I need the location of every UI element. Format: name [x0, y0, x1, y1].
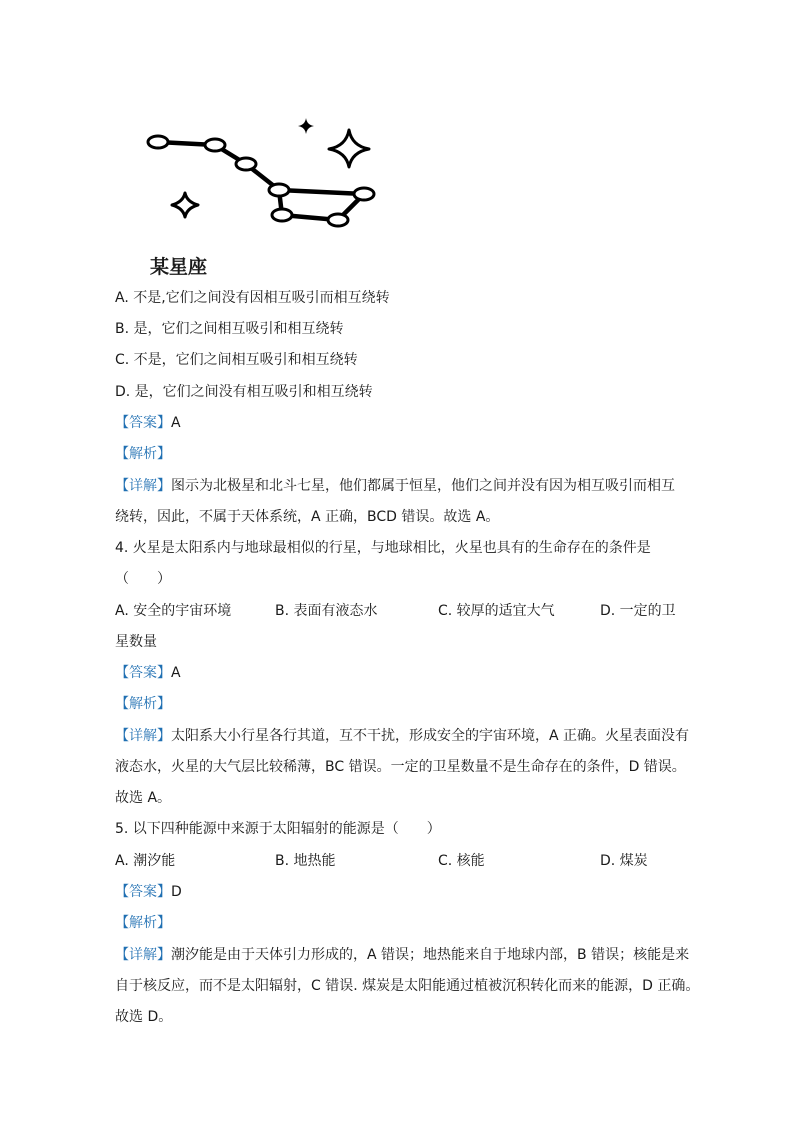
- detail-tag: 【详解】: [115, 947, 171, 963]
- constellation-link: [279, 190, 364, 194]
- q4-option-d-continued: 星数量: [115, 634, 157, 650]
- q5-detail-line-2: 自于核反应，而不是太阳辐射，C 错误. 煤炭是太阳能通过植被沉积转化而来的能源，D 正确。: [115, 978, 700, 994]
- detail-tag: 【详解】: [115, 728, 171, 744]
- q3-option-b: B. 是，它们之间相互吸引和相互绕转: [115, 321, 344, 337]
- q5-stem: 5. 以下四种能源中来源于太阳辐射的能源是（ ）: [115, 821, 441, 837]
- sparkle-star-icon: [298, 118, 314, 134]
- q5-analysis-tag: 【解析】: [115, 915, 171, 931]
- figure-caption: 某星座: [150, 256, 208, 278]
- q3-answer-line: [115, 413, 181, 433]
- q5-detail-line-3: 故选 D。: [115, 1009, 173, 1025]
- q3-analysis-tag: 【解析】: [115, 446, 171, 462]
- star-node: [272, 209, 292, 221]
- q5-detail-line-1: 【详解】潮汐能是由于天体引力形成的，A 错误；地热能来自于地球内部，B 错误；核能是来: [115, 947, 690, 963]
- q4-option-d: D. 一定的卫: [600, 603, 676, 619]
- q3-answer: A: [171, 415, 181, 431]
- q4-option-b: B. 表面有液态水: [275, 603, 378, 619]
- q3-option-a: A. 不是,它们之间没有因相互吸引而相互绕转: [115, 290, 390, 306]
- sparkle-star-icon: [329, 130, 369, 167]
- q3-detail-line-2: 绕转，因此，不属于天体系统，A 正确，BCD 错误。故选 A。: [115, 509, 500, 525]
- q4-option-a: A. 安全的宇宙环境: [115, 603, 232, 619]
- q5-option-d: D. 煤炭: [600, 853, 648, 869]
- star-node: [148, 136, 168, 148]
- q5-option-b: B. 地热能: [275, 853, 336, 869]
- q4-stem-line-1: 4. 火星是太阳系内与地球最相似的行星，与地球相比，火星也具有的生命存在的条件是: [115, 540, 651, 556]
- q4-detail-line-3: 故选 A。: [115, 790, 172, 806]
- q5-option-a: A. 潮汐能: [115, 853, 176, 869]
- sparkle-star-icon: [172, 193, 198, 217]
- star-node: [354, 188, 374, 200]
- constellation-figure: [0, 0, 794, 300]
- answer-tag: 【答案】: [115, 665, 171, 681]
- detail-tag: 【详解】: [115, 478, 171, 494]
- q4-option-c: C. 较厚的适宜大气: [438, 603, 555, 619]
- q4-analysis-tag: 【解析】: [115, 696, 171, 712]
- q4-stem-line-2: （ ）: [115, 571, 171, 587]
- star-node: [269, 184, 289, 196]
- q3-detail-line-1: 【详解】图示为北极星和北斗七星，他们都属于恒星，他们之间并没有因为相互吸引而相互: [115, 478, 675, 494]
- q5-option-c: C. 核能: [438, 853, 485, 869]
- q5-answer-line: [115, 882, 182, 902]
- q4-answer-line: [115, 663, 181, 683]
- q4-detail-line-2: 液态水，火星的大气层比较稀薄，BC 错误。一定的卫星数量不是生命存在的条件，D 错误。: [115, 759, 686, 775]
- q5-answer: D: [171, 884, 182, 900]
- star-node: [236, 158, 256, 170]
- q4-detail-line-1: 【详解】太阳系大小行星各行其道，互不干扰，形成安全的宇宙环境，A 正确。火星表面没有: [115, 728, 690, 744]
- q3-option-c: C. 不是，它们之间相互吸引和相互绕转: [115, 352, 358, 368]
- star-node: [205, 139, 225, 151]
- star-node: [328, 214, 348, 226]
- q3-option-d: D. 是，它们之间没有相互吸引和相互绕转: [115, 384, 373, 400]
- answer-tag: 【答案】: [115, 884, 171, 900]
- answer-tag: 【答案】: [115, 415, 171, 431]
- q4-answer: A: [171, 665, 181, 681]
